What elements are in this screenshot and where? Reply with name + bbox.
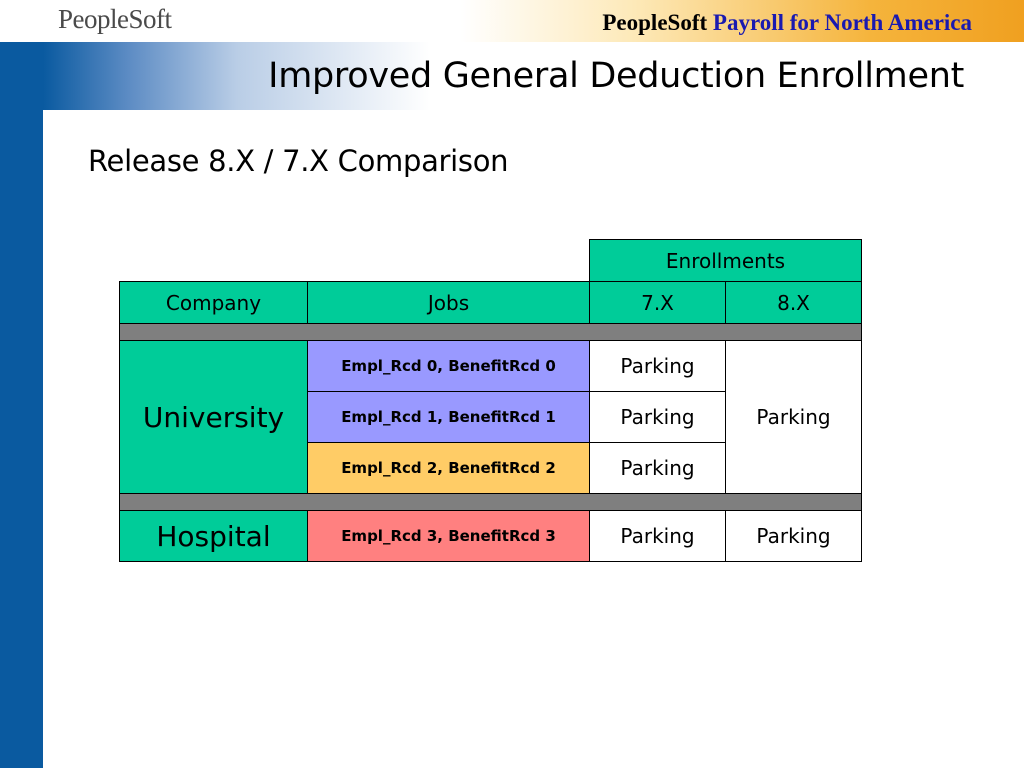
separator-bar <box>120 324 862 341</box>
enrollment-7x-cell: Parking <box>590 341 726 392</box>
job-cell: Empl_Rcd 0, BenefitRcd 0 <box>308 341 590 392</box>
comparison-table <box>119 239 862 562</box>
enrollments-header: Enrollments <box>590 240 862 282</box>
slide-title: Improved General Deduction Enrollment <box>268 56 964 96</box>
product-title <box>602 10 972 36</box>
table-group-header-row <box>120 240 862 282</box>
table-separator <box>120 324 862 341</box>
table-row <box>120 341 862 392</box>
job-cell: Empl_Rcd 1, BenefitRcd 1 <box>308 392 590 443</box>
job-cell: Empl_Rcd 2, BenefitRcd 2 <box>308 443 590 494</box>
column-header-7x: 7.X <box>590 282 726 324</box>
column-header-company: Company <box>120 282 308 324</box>
left-accent-bar <box>0 0 43 768</box>
enrollment-8x-cell: Parking <box>726 511 862 562</box>
column-header-jobs: Jobs <box>308 282 590 324</box>
product-brand: PeopleSoft <box>602 10 708 35</box>
peoplesoft-logo: PeopleSoft <box>58 4 172 34</box>
table-corner-blank <box>120 240 590 282</box>
enrollment-7x-cell: Parking <box>590 443 726 494</box>
enrollment-7x-cell: Parking <box>590 511 726 562</box>
column-header-8x: 8.X <box>726 282 862 324</box>
company-cell-hospital: Hospital <box>120 511 308 562</box>
company-cell-university: University <box>120 341 308 494</box>
enrollment-8x-cell: Parking <box>726 341 862 494</box>
separator-bar <box>120 494 862 511</box>
enrollment-7x-cell: Parking <box>590 392 726 443</box>
table-header-row <box>120 282 862 324</box>
product-name: Payroll for North America <box>712 10 972 35</box>
table-separator <box>120 494 862 511</box>
table-row <box>120 511 862 562</box>
slide-subtitle: Release 8.X / 7.X Comparison <box>88 144 509 178</box>
job-cell: Empl_Rcd 3, BenefitRcd 3 <box>308 511 590 562</box>
